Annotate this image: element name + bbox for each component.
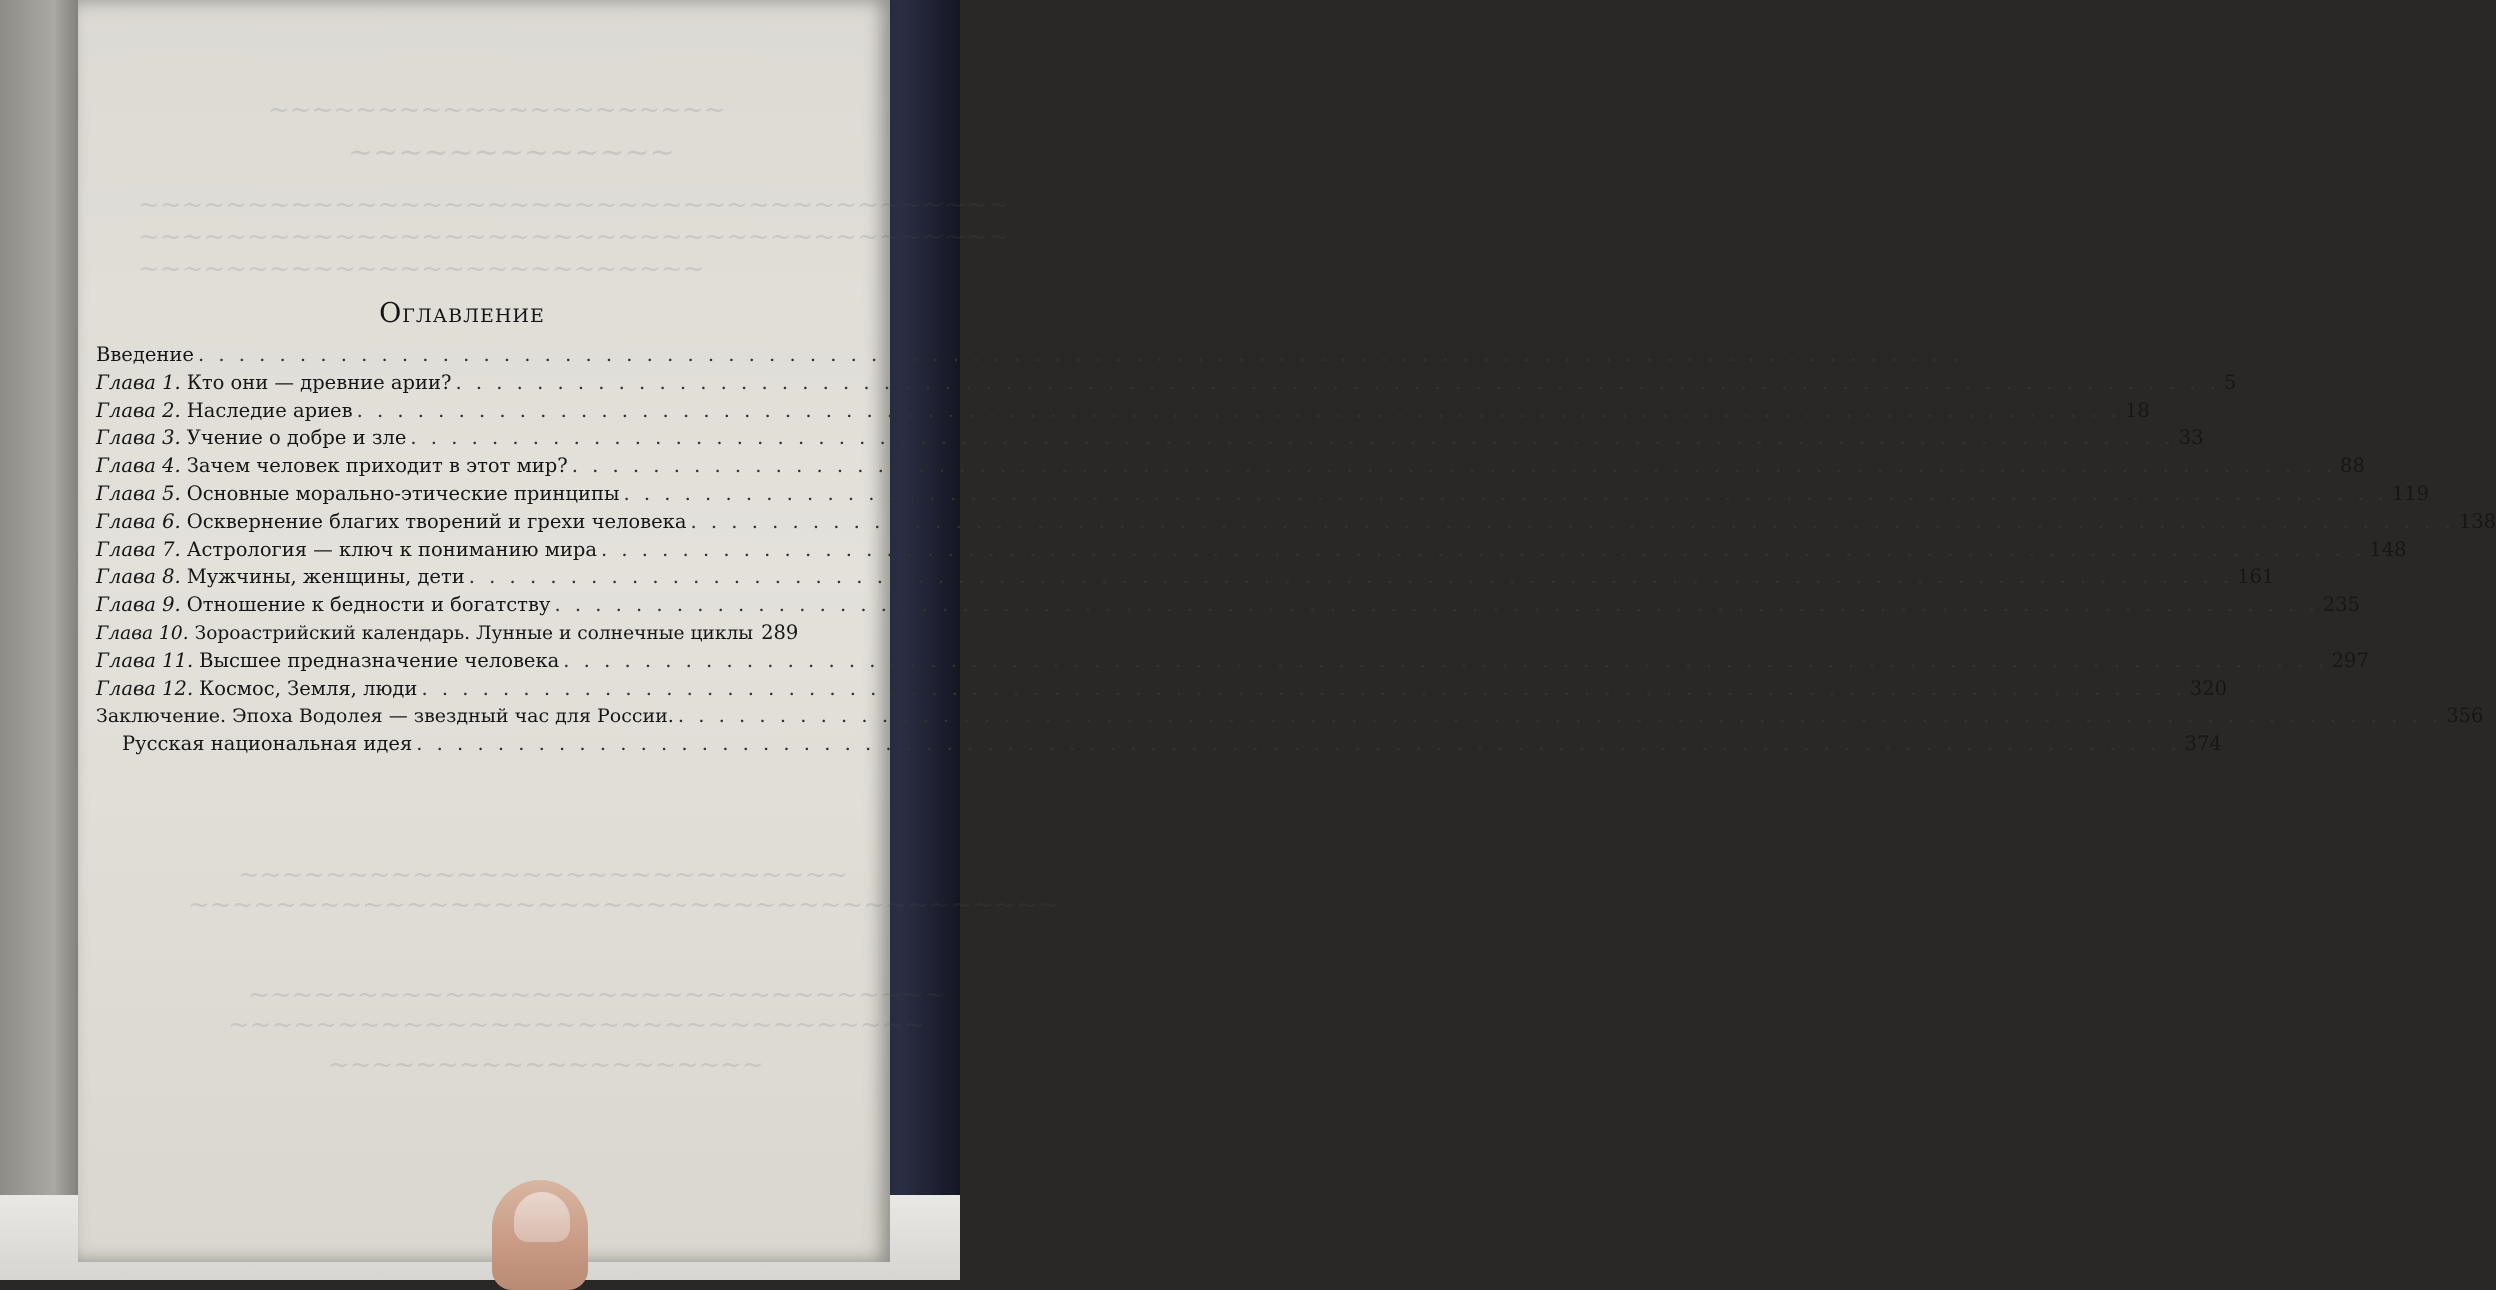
toc-entry-page: 320 <box>2189 676 2228 700</box>
bleed-through-text: ~~~~~~~~~~~~~~~~~~~~~ <box>268 95 726 125</box>
toc-entry-title: Осквернение благих творений и грехи человека <box>186 509 687 533</box>
toc-leader-dots <box>678 704 2442 727</box>
toc-leader-dots <box>357 399 2121 422</box>
toc-entry-title: Мужчины, женщины, дети <box>186 565 465 589</box>
toc-entry-title: Наследие ариев <box>186 398 353 422</box>
thumbnail-nail <box>514 1192 570 1242</box>
toc-leader-dots <box>416 732 2180 755</box>
toc-entry-chapter-5 <box>96 481 2430 510</box>
toc-chapter-number: Глава 1. <box>96 370 181 394</box>
toc-entry-page: 374 <box>2184 732 2222 756</box>
toc-chapter-number: Глава 7. <box>96 537 181 561</box>
bleed-through-text: ~~~~~~~~~~~~~~~~~~~~~~~~~~~~~~~~ <box>228 1010 926 1040</box>
toc-entry-chapter-9 <box>96 593 2361 621</box>
bleed-through-text: ~~~~~~~~~~~~~~~~~~~~~~~~~~~~~~~~~~~~~~~~ <box>188 890 1060 920</box>
toc-entry-title: Высшее предназначение человека <box>199 648 560 672</box>
toc-entry-chapter-4 <box>96 454 2365 482</box>
bleed-through-text: ~~~~~~~~~~~~~~~~~~~~~~~~~~ <box>138 254 705 284</box>
toc-entry-conclusion-subtitle <box>96 732 2222 760</box>
toc-entry-title: Введение <box>96 343 194 366</box>
toc-leader-dots <box>601 538 2365 561</box>
toc-entry-title: Заключение. Эпоха Водолея — звездный час для России. <box>96 705 674 728</box>
toc-entry-chapter-8 <box>96 565 2275 593</box>
toc-chapter-number: Глава 5. <box>96 481 181 505</box>
toc-entry-chapter-11 <box>96 648 2369 677</box>
toc-leader-dots <box>554 593 2318 616</box>
toc-entry-page: 161 <box>2237 565 2275 589</box>
table-of-contents <box>96 343 2496 760</box>
toc-entry-title: Зачем человек приходит в этот мир? <box>186 454 568 478</box>
toc-leader-dots <box>455 371 2219 394</box>
toc-entry-page: 33 <box>2178 426 2204 450</box>
toc-entry-page: 289 <box>761 620 799 644</box>
toc-entry-page: 18 <box>2124 398 2150 422</box>
toc-leader-dots <box>198 343 1962 366</box>
toc-leader-dots <box>572 454 2336 477</box>
toc-leader-dots <box>623 482 2387 505</box>
toc-entry-title: Отношение к бедности и богатству <box>186 593 551 617</box>
toc-entry-conclusion <box>96 704 2484 732</box>
toc-entry-chapter-1 <box>96 370 2237 399</box>
bleed-through-text: ~~~~~~~~~~~~~~~~~~~~~~~~~~~~ <box>238 860 848 890</box>
toc-entry-title: Космос, Земля, люди <box>199 676 418 700</box>
left-page <box>0 0 90 1280</box>
toc-chapter-number: Глава 4. <box>96 454 181 478</box>
bleed-through-text: ~~~~~~~~~~~~~~~~~~~~ <box>328 1050 764 1080</box>
toc-entry-chapter-10 <box>96 620 799 649</box>
toc-entry-chapter-12 <box>96 676 2228 705</box>
toc-chapter-number: Глава 2. <box>96 398 181 422</box>
toc-entry-chapter-7 <box>96 537 2407 566</box>
toc-entry-title: Астрология — ключ к пониманию мира <box>186 537 597 561</box>
bleed-through-text: ~~~~~~~~~~~~~~~~~~~~~~~~~~~~~~~~ <box>248 980 946 1010</box>
toc-entry-page: 356 <box>2446 704 2484 728</box>
toc-entry-chapter-3 <box>96 426 2204 454</box>
toc-entry-page: 88 <box>2340 454 2365 478</box>
toc-entry-introduction <box>96 343 786 371</box>
bleed-through-text: ~~~~~~~~~~~~~ <box>348 135 675 170</box>
toc-chapter-number: Глава 11. <box>96 648 194 672</box>
toc-chapter-number: Глава 6. <box>96 509 181 533</box>
toc-chapter-number: Глава 3. <box>96 426 181 450</box>
toc-entry-page: 5 <box>2223 370 2237 394</box>
toc-leader-dots <box>563 649 2327 672</box>
toc-entry-page: 148 <box>2369 537 2407 561</box>
toc-leader-dots <box>410 426 2174 449</box>
toc-heading: Оглавление <box>379 298 545 329</box>
toc-chapter-number: Глава 10. <box>96 622 189 644</box>
toc-entry-chapter-2 <box>96 398 2150 427</box>
toc-entry-title: Русская национальная идея <box>122 732 413 756</box>
toc-entry-page: 235 <box>2322 593 2361 617</box>
toc-chapter-number: Глава 9. <box>96 593 181 617</box>
bleed-through-text: ~~~~~~~~~~~~~~~~~~~~~~~~~~~~~~~~~~~~~~~~ <box>138 190 1010 220</box>
toc-entry-page: 138 <box>2458 509 2496 533</box>
toc-entry-page: 297 <box>2331 648 2369 672</box>
toc-entry-title: Кто они — древние арии? <box>186 370 452 394</box>
toc-leader-dots <box>469 565 2233 588</box>
bleed-through-text: ~~~~~~~~~~~~~~~~~~~~~~~~~~~~~~~~~~~~~~~~ <box>138 222 1010 252</box>
toc-leader-dots <box>691 510 2455 533</box>
toc-chapter-number: Глава 12. <box>96 676 194 700</box>
toc-entry-chapter-6 <box>96 509 2496 538</box>
toc-leader-dots <box>421 677 2185 700</box>
toc-chapter-number: Глава 8. <box>96 565 181 589</box>
toc-entry-title: Основные морально-этические принципы <box>186 481 620 505</box>
toc-entry-page: 119 <box>2391 481 2430 505</box>
toc-entry-title: Учение о добре и зле <box>186 426 407 450</box>
toc-entry-title: Зороастрийский календарь. Лунные и солнечные циклы <box>194 622 754 644</box>
